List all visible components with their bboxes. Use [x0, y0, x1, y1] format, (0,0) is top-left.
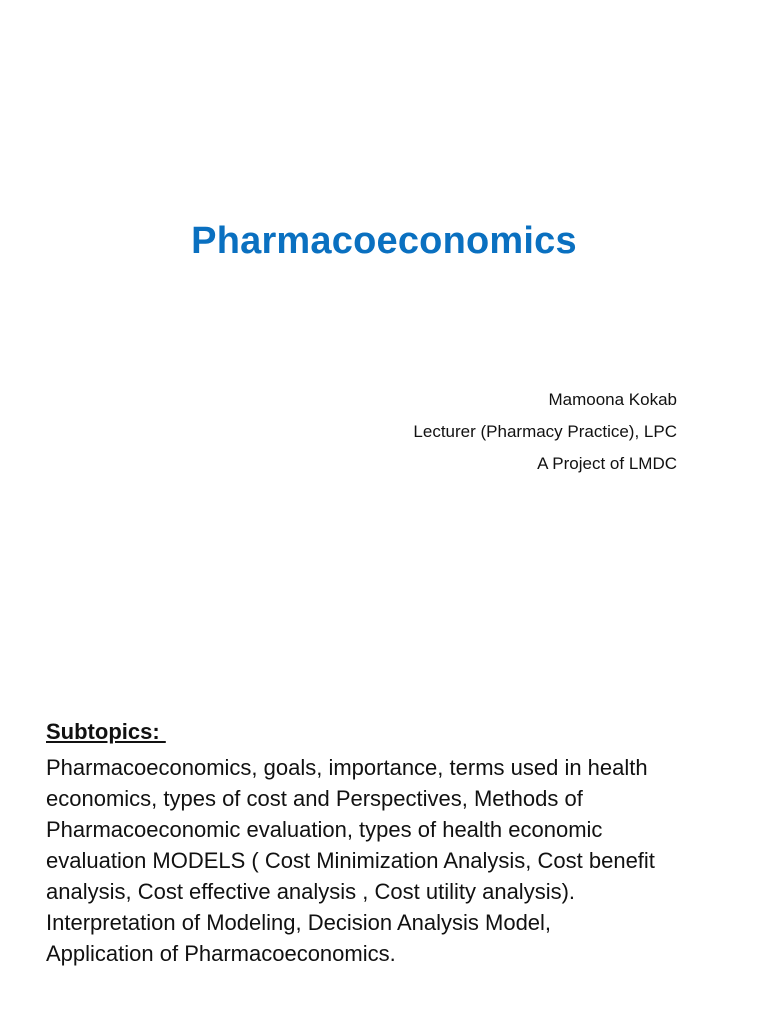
author-name: Mamoona Kokab — [548, 390, 677, 409]
subtopics-section — [46, 716, 726, 969]
subtopics-line: evaluation MODELS ( Cost Minimization Analysis, Cost benefit — [46, 848, 655, 873]
subtopics-heading: Subtopics: — [46, 719, 166, 744]
subtopics-line: analysis, Cost effective analysis , Cost utility analysis). — [46, 879, 576, 904]
slide-title: Pharmacoeconomics — [191, 220, 577, 262]
subtopics-line: Pharmacoeconomics, goals, importance, terms used in health — [46, 755, 648, 780]
subtopics-line: economics, types of cost and Perspectives, Methods of — [46, 786, 583, 811]
subtopics-line: Interpretation of Modeling, Decision Analysis Model, — [46, 910, 552, 935]
author-role: Lecturer (Pharmacy Practice), LPC — [413, 422, 677, 441]
subtopics-line: Pharmacoeconomic evaluation, types of health economic — [46, 817, 603, 842]
subtopics-line: Application of Pharmacoeconomics. — [46, 941, 396, 966]
subtopics-body — [46, 752, 726, 969]
author-project: A Project of LMDC — [537, 454, 677, 473]
author-block — [413, 384, 677, 480]
